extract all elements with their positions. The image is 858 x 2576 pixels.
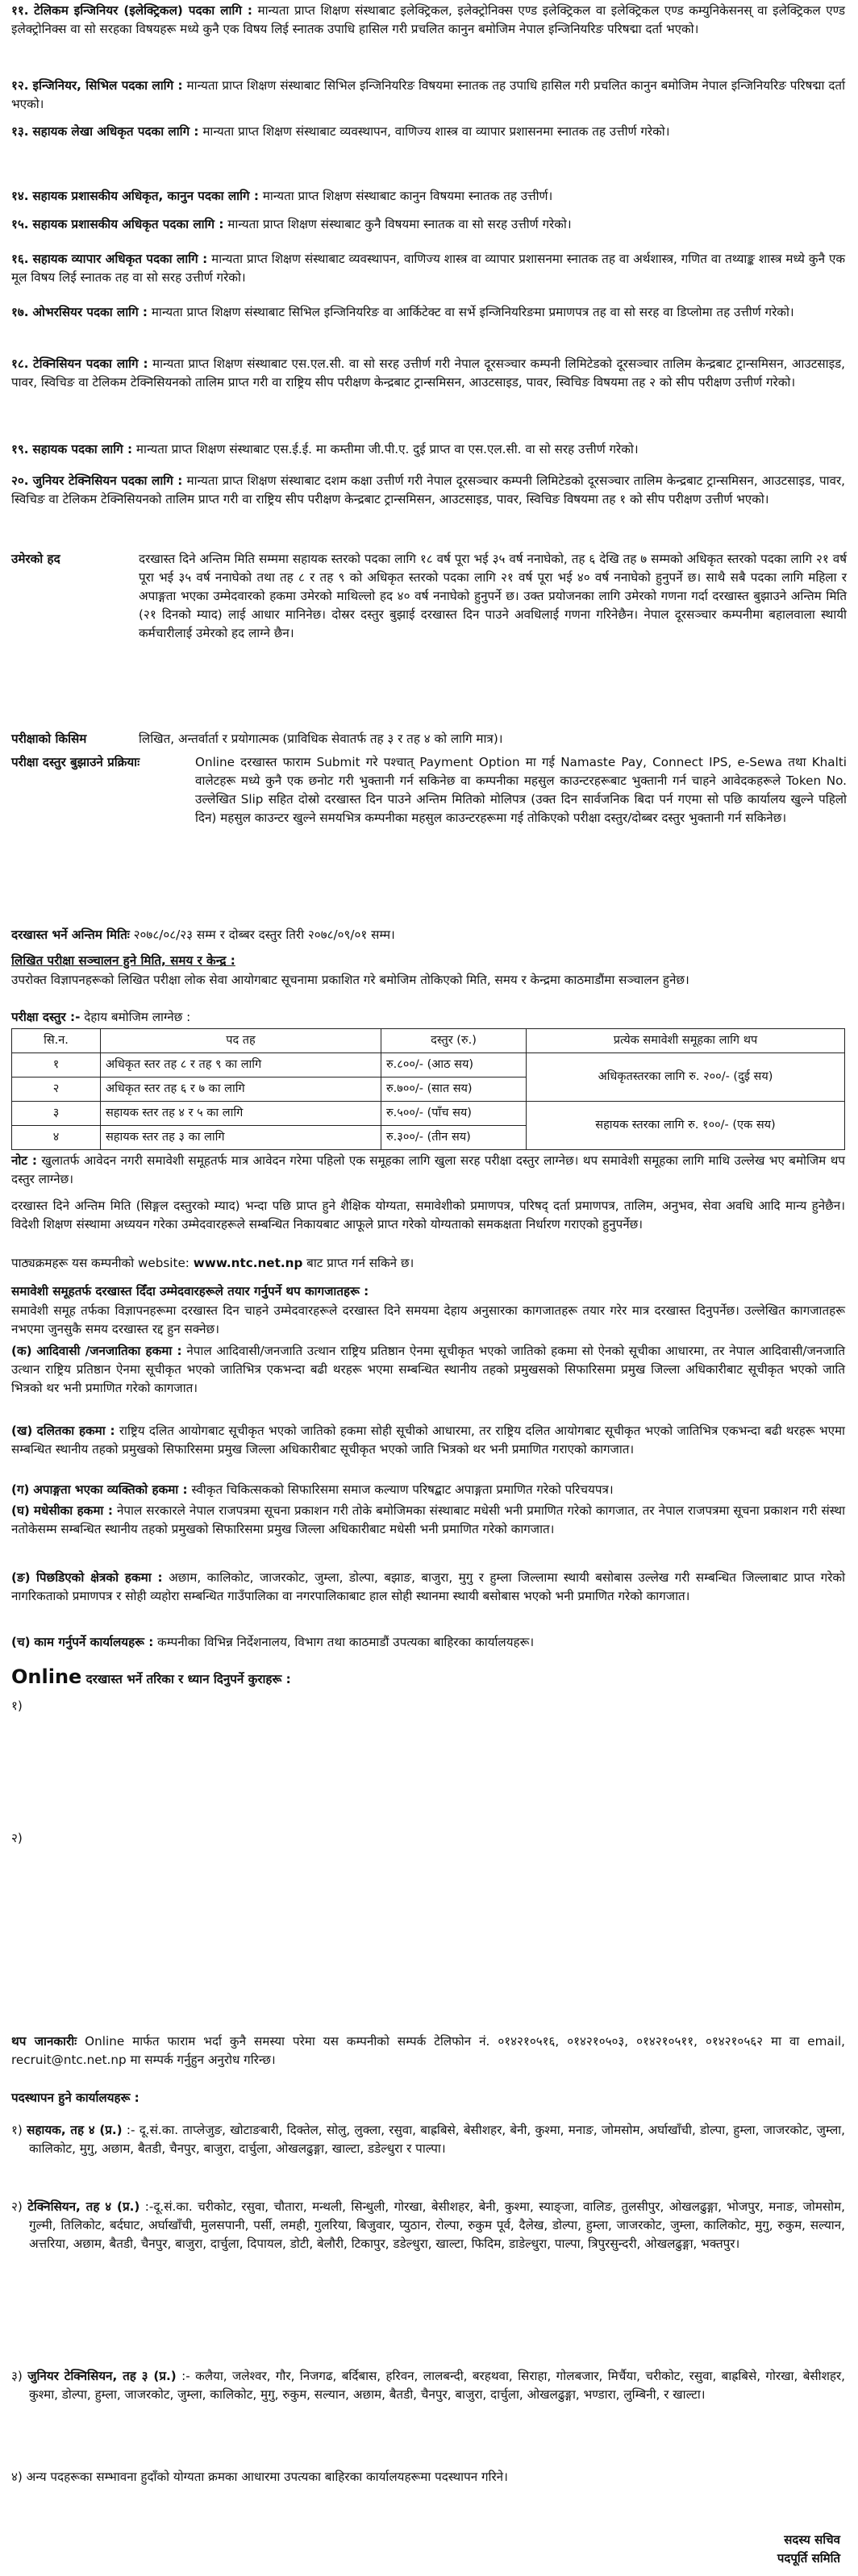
item-number: २०. (11, 473, 29, 488)
qualification-text: मान्यता प्राप्त शिक्षण संस्थाबाट कुनै विषयमा स्नातक वा सो सरह उत्तीर्ण गरेको। (227, 217, 572, 231)
written-exam-heading: लिखित परीक्षा सञ्चालन हुने मिति, समय र केन्द्र : (11, 953, 235, 968)
qualification-text: मान्यता प्राप्त शिक्षण संस्थाबाट एस.ई.ई. मा कम्तीमा जी.पी.ए. दुई प्राप्त वा एस.एल.सी. वा सो सरह उत्तीर्ण गरेको। (135, 442, 639, 456)
written-exam-text: उपरोक्त विज्ञापनहरूको लिखित परीक्षा लोक सेवा आयोगबाट सूचनामा प्रकाशित गरे बमोजिम तोकिएको मिति, समय र केन्द्रमा काठमाडौंमा सञ्चालन हुनेछ। (11, 973, 689, 987)
online-heading-np: दरखास्त भर्ने तरिका र ध्यान दिनुपर्ने कुराहरू : (81, 1672, 291, 1686)
cell-sn: २ (12, 1078, 101, 1102)
deadline-row (11, 926, 845, 944)
signature-committee: पदपूर्ति समिति (777, 2551, 840, 2566)
qualification-11 (11, 2, 845, 39)
website-link[interactable]: www.ntc.net.np (193, 1256, 303, 1270)
posting-heading: पदस्थापन हुने कार्यालयहरू : (11, 2090, 140, 2105)
item-number: १) (11, 1699, 23, 1713)
further-label: थप जानकारीः (11, 2034, 77, 2049)
online-heading (11, 1665, 845, 1689)
item-title: आदिवासी /जनजातिका हकमा : (36, 1344, 182, 1358)
syllabus-text-end: बाट प्राप्त गर्न सकिने छ। (302, 1256, 414, 1270)
deadline-label: दरखास्त भर्ने अन्तिम मितिः (11, 927, 130, 942)
fee-heading-rest: देहाय बमोजिम लाग्नेछ : (80, 1010, 191, 1024)
qualification-19 (11, 440, 845, 459)
exam-type-text: लिखित, अन्तर्वार्ता र प्रयोगात्मक (प्राविधिक सेवातर्फ तह ३ र तह ४ को लागि मात्र)। (139, 732, 503, 746)
age-limit-row (11, 550, 847, 643)
signature-title: सदस्य सचिव (784, 2532, 840, 2547)
item-title: पिछडिएको क्षेत्रको हकमा : (36, 1570, 163, 1585)
signature-block (777, 2531, 840, 2568)
post-title: सहायक प्रशासकीय अधिकृत, कानुन पदका लागि : (32, 189, 259, 203)
qualification-text: मान्यता प्राप्त शिक्षण संस्थाबाट सिभिल इन्जिनियरिङ वा आर्किटेक्ट वा सर्भे इन्जिनियरिङमा प्रमाणपत्र तह वा सो सरह वा डिप्लोमा तह उत्तीर्ण गरेको। (151, 305, 794, 319)
syllabus-text: पाठ्यक्रमहरू यस कम्पनीको website: (11, 1256, 194, 1270)
item-text: अन्य पदहरूका सम्भावना हुदाँको योग्यता क्रमका आधारमा उपत्यका बाहिरका कार्यालयहरूमा पदस्थापन गरिने। (26, 2470, 508, 2484)
item-key: (क) (11, 1344, 32, 1358)
posting-item-3 (11, 2367, 845, 2404)
item-text: नेपाल आदिवासी/जनजाति उत्थान राष्ट्रिय प्रतिष्ठान ऐनमा सूचीकृत भएको जातिको हकमा सो ऐनको सूचीका आधारमा, तर नेपाल आदिवासी/जनजाति उत्थान राष्ट्रिय प्रतिष्ठान ऐनमा सूचीकृत भएको जातिभित्र एकभन्दा बढी थरहरू भएमा सम्बन्धित स्थानीय तहको प्रमुखसको सिफारिसमा प्रमुख जिल्ला अधिकारीबाट सूचीकृत भएको जाति भित्रको थर भनी प्रमाणित गरेको कागजात। (11, 1344, 846, 1395)
qualification-text: मान्यता प्राप्त शिक्षण संस्थाबाट कानुन विषयमा स्नातक तह उत्तीर्ण। (262, 189, 553, 203)
posting-item-4 (11, 2468, 845, 2486)
item-number: १२. (11, 78, 29, 93)
qualification-text: मान्यता प्राप्त शिक्षण संस्थाबाट इलेक्ट्रिकल, इलेक्ट्रोनिक्स एण्ड इलेक्ट्रिकल वा इलेक्ट्रिकल एण्ड कम्युनिकेसनस् वा इलेक्ट्रिकल एण्ड इलेक्ट्रोनिक्स वा सो सरहका विषयहरू मध्ये कुनै एक विषय लिई स्नातक उपाधि हासिल गरी प्रचलित कानुन बमोजिम नेपाल इन्जिनियरिङ परिषद्मा दर्ता भएको। (11, 3, 845, 36)
online-item-1 (11, 1697, 845, 1715)
item-key: (च) (11, 1635, 31, 1649)
item-text: नेपाल सरकारले नेपाल राजपत्रमा सूचना प्रकाशन गरी तोके बमोजिमका संस्थाबाट मधेसी भनी प्रमाणित गरेको कागजात, तर नेपाल राजपत्रमा सूचना प्रकाशन गरी संस्था नतोकेसम्म सम्बन्धित स्थानीय तहको प्रमुखको सिफारिसमा प्रमुख जिल्ला अधिकारीबाट मधेसी भनी प्रमाणित गरेको कागजात। (11, 1503, 846, 1536)
cell-extra-assistant: सहायक स्तरका लागि रु. १००/- (एक सय) (527, 1102, 845, 1150)
online-item-2 (11, 1829, 845, 1848)
item-number: १९. (11, 442, 29, 456)
item-number: १७. (11, 305, 29, 319)
post-title: टेलिकम इन्जिनियर (इलेक्ट्रिकल) पदका लागि : (34, 3, 252, 18)
cell-post: सहायक स्तर तह ४ र ५ का लागि (101, 1102, 381, 1126)
fee-heading-label: परीक्षा दस्तुर :- (11, 1010, 81, 1024)
qualification-20 (11, 472, 845, 509)
item-number: ४) (11, 2470, 23, 2484)
fee-process-row (11, 753, 847, 827)
fee-process-text: Online दरखास्त फाराम Submit गरे पश्चात् Payment Option मा गई Namaste Pay, Connect IPS, e-Sewa तथा Khalti वालेटहरू मध्ये कुनै एक छनोट गरी भुक्तानी गर्न सकिनेछ वा कम्पनीका महसुल काउन्टरहरूबाट भुक्तानी गर्न चाहने आवेदकहरूले Token No. उल्लेखित Slip सहित दोस्रो दरखास्त दिन पाउने अन्तिम मितिको मोलिपत्र (उक्त दिन सार्वजनिक बिदा पर्न गएमा सो पछि कार्यालय खुल्ने पहिलो दिन) महसुल काउन्टर खुल्ने समयभित्र कम्पनीका महसुल काउन्टरहरूमा गई तोकिएको परीक्षा दस्तुर/दोब्बर दस्तुर भुक्तानी गर्न सकिनेछ। (195, 755, 847, 825)
item-text: अछाम, कालिकोट, जाजरकोट, जुम्ला, डोल्पा, बझाङ, बाजुरा, मुगु र हुम्ला जिल्लामा स्थायी बसोबास उल्लेख गरी सम्बन्धित जिल्लाबाट प्राप्त गरेको नागरिकताको प्रमाणपत्र र सोही व्यहोरा सम्बन्धित गाउँपालिका वा नगरपालिकाबाट हाल सोही स्थानमा स्थायी बसोबास भएको भनी प्रमाणित गरेको कागजात। (11, 1570, 846, 1603)
posting-item-2 (11, 2198, 845, 2253)
item-title: टेक्निसियन, तह ४ (प्र.) (27, 2199, 140, 2214)
item-key: (ख) (11, 1423, 33, 1438)
item-title: दलितका हकमा : (36, 1423, 115, 1438)
syllabus-paragraph (11, 1254, 845, 1273)
further-text: Online मार्फत फाराम भर्दा कुनै समस्या परेमा यस कम्पनीको सम्पर्क टेलिफोन नं. ०१४२१०५१६, ०१४२१०५०३, ०१४२१०५११, ०१४२१०५६२ मा वा email, recruit@ntc.net.np मा सम्पर्क गर्नुहुन अनुरोध गरिन्छ। (11, 2034, 846, 2067)
fee-process-label: परीक्षा दस्तुर बुझाउने प्रक्रियाः (11, 755, 140, 769)
further-info (11, 2032, 845, 2070)
qualification-17 (11, 303, 845, 322)
col-header-post: पद तह (101, 1029, 381, 1053)
inclusive-item-c (11, 1481, 845, 1499)
col-header-sn: सि.न. (12, 1029, 101, 1053)
item-number: २) (11, 1831, 23, 1845)
qualification-text: मान्यता प्राप्त शिक्षण संस्थाबाट दशम कक्षा उत्तीर्ण गरी नेपाल दूरसञ्चार कम्पनी लिमिटेडको दूरसञ्चार तालिम केन्द्रबाट ट्रान्समिसन, आउटसाइड, पावर, स्विचिङ वा टेलिकम टेक्निसियनको तालिम प्राप्त गरी वा राष्ट्रिय सीप परीक्षण केन्द्रबाट ट्रान्समिसन, आउटसाइड, पावर, स्विचिङ विषयमा तह १ को सीप परीक्षण उत्तीर्ण भएको। (11, 473, 846, 506)
qualification-text: मान्यता प्राप्त शिक्षण संस्थाबाट एस.एल.सी. वा सो सरह उत्तीर्ण गरी नेपाल दूरसञ्चार कम्पनी लिमिटेडको दूरसञ्चार तालिम केन्द्रबाट ट्रान्समिसन, आउटसाइड, पावर, स्विचिङ वा टेलिकम टेक्निसियनको तालिम प्राप्त गरी वा राष्ट्रिय सीप परीक्षण केन्द्रबाट ट्रान्समिसन, आउटसाइड, पावर, स्विचिङ विषयमा तह २ को सीप परीक्षण उत्तीर्ण गरेको। (11, 356, 845, 390)
cell-extra-officer: अधिकृतस्तरका लागि रु. २००/- (दुई सय) (527, 1053, 845, 1102)
item-number: १३. (11, 124, 29, 139)
post-title: टेक्निसियन पदका लागि : (33, 356, 148, 371)
item-text: राष्ट्रिय दलित आयोगबाट सूचीकृत भएको जातिको हकमा सोही सूचीको आधारमा, तर राष्ट्रिय दलित आयोगबाट सूचीकृत भएको जातिभित्र एकभन्दा बढी थरहरू भएमा सम्बन्धित स्थानीय तहको प्रमुखको सिफारिसमा प्रमुख जिल्ला अधिकारीबाट सूचीकृत भएको जाति भित्रको थर भनी प्रमाणित गराएको कागजात। (11, 1423, 845, 1457)
cell-sn: ४ (12, 1126, 101, 1150)
inclusive-item-d (11, 1502, 845, 1539)
item-number: ११. (11, 3, 29, 18)
item-key: (घ) (11, 1503, 30, 1518)
table-row (12, 1102, 845, 1126)
note (11, 1152, 845, 1189)
item-title: अपाङ्गता भएका व्यक्तिको हकमा : (33, 1482, 188, 1497)
exam-type-row (11, 730, 847, 748)
post-title: सहायक व्यापार अधिकृत पदका लागि : (32, 252, 208, 266)
posting-item-1 (11, 2121, 845, 2158)
post-title: इन्जिनियर, सिभिल पदका लागि : (32, 78, 183, 93)
age-text: दरखास्त दिने अन्तिम मिति सम्ममा सहायक स्तरको पदका लागि १८ वर्ष पूरा भई ३५ वर्ष ननाघेको, तह ६ देखि तह ७ सम्मको अधिकृत स्तरको पदका लागि २१ वर्ष पूरा भई ३५ वर्ष ननाघेको तथा तह ८ र तह ९ को अधिकृत स्तरको पदका लागि २१ वर्ष पूरा भई ४० वर्ष ननाघेको हुनुपर्ने छ। साथै सबै पदका लागि महिला र अपाङ्गता भएका उम्मेदवारको हकमा उमेरको माथिल्लो हद ४० वर्ष ननाघेको हुनुपर्ने छ। उक्त प्रयोजनका लागि उमेरको गणना गर्दा दरखास्त बुझाउने अन्तिम मिति (२१ दिनको म्याद) लाई आधार मानिनेछ। दोस्रर दस्तुर बुझाई दरखास्त दिन पाउने अवधिलाई गणना गरिनेछैन। नेपाल दूरसञ्चार कम्पनीमा बहालवाला स्थायी कर्मचारीलाई उमेरको हद लाग्ने छैन। (139, 552, 847, 640)
qualification-14 (11, 187, 845, 206)
cell-fee: रु.७००/- (सात सय) (381, 1078, 527, 1102)
qualification-18 (11, 355, 845, 392)
item-number: १८. (11, 356, 29, 371)
post-title: ओभरसियर पदका लागि : (32, 305, 148, 319)
cell-fee: रु.३००/- (तीन सय) (381, 1126, 527, 1150)
age-label: उमेरको हद (11, 552, 60, 566)
item-number: १) (11, 2123, 23, 2137)
item-title: जुनियर टेक्निसियन, तह ३ (प्र.) (27, 2369, 177, 2383)
post-title: जुनियर टेक्निसियन पदका लागि : (32, 473, 183, 488)
cell-fee: रु.५००/- (पाँच सय) (381, 1102, 527, 1126)
col-header-extra: प्रत्येक समावेशी समूहका लागि थप (527, 1029, 845, 1053)
exam-type-label: परीक्षाको किसिम (11, 732, 87, 746)
cell-sn: १ (12, 1053, 101, 1078)
item-text: :- कलैया, जलेश्वर, गौर, निजगढ, बर्दिबास, हरिवन, लालबन्दी, बरहथवा, सिराहा, गोलबजार, मिर्चैया, चरीकोट, रसुवा, बाह्रबिसे, गोरखा, बेसीशहर, कुश्मा, डोल्पा, हुम्ला, जाजरकोट, जुम्ला, कालिकोट, मुगु, रुकुम, सल्यान, अछाम, बैतडी, चैनपुर, बाजुरा, दार्चुला, ओखलढुङ्गा, भण्डारा, लुम्बिनी, र खाल्टा। (29, 2369, 846, 2402)
qualification-15 (11, 215, 845, 234)
qualification-text: मान्यता प्राप्त शिक्षण संस्थाबाट व्यवस्थापन, वाणिज्य शास्त्र वा व्यापार प्रशासनमा स्नातक तह वा अर्थशास्त्र, गणित वा तथ्याङ्क शास्त्र मध्ये कुनै एक मूल विषय लिई स्नातक तह वा सो सरह उत्तीर्ण गरेको। (11, 252, 846, 285)
inclusive-intro: समावेशी समूह तर्फका विज्ञापनहरूमा दरखास्त दिन चाहने उम्मेदवारहरूले दरखास्त दिने समयमा देहाय अनुसारका कागजातहरू तयार गरेर मात्र दरखास्त दिनुपर्नेछ। उल्लेखित कागजातहरू नभएमा जुनसुकै समय दरखास्त रद्द हुन सक्नेछ। (11, 1303, 845, 1336)
item-key: (ग) (11, 1482, 30, 1497)
post-title: सहायक प्रशासकीय अधिकृत पदका लागि : (32, 217, 224, 231)
item-title: सहायक, तह ४ (प्र.) (27, 2123, 123, 2137)
item-number: १६. (11, 252, 29, 266)
cell-post: सहायक स्तर तह ३ का लागि (101, 1126, 381, 1150)
qualification-13 (11, 123, 845, 141)
item-title: मधेसीका हकमा : (33, 1503, 113, 1518)
qualification-text: मान्यता प्राप्त शिक्षण संस्थाबाट व्यवस्थापन, वाणिज्य शास्त्र वा व्यापार प्रशासनमा स्नातक तह उत्तीर्ण गरेको। (202, 124, 670, 139)
table-row (12, 1053, 845, 1078)
inclusive-item-b (11, 1422, 845, 1459)
inclusive-item-f (11, 1633, 845, 1652)
item-text: कम्पनीका विभिन्न निर्देशनालय, विभाग तथा काठमाडौं उपत्यका बाहिरका कार्यालयहरू। (157, 1635, 535, 1649)
validity-paragraph: दरखास्त दिने अन्तिम मिति (सिङ्गल दस्तुरको म्याद) भन्दा पछि प्राप्त हुने शैक्षिक योग्यता, समावेशीको प्रमाणपत्र, परिषद् दर्ता प्रमाणपत्र, तालिम, अनुभव, सेवा अवधि आदि मान्य हुनेछैन। विदेशी शिक्षण संस्थामा अध्ययन गरेका उम्मेदवारहरूले सम्बन्धित निकायबाट आफूले प्राप्त गरेको योग्यताको समकक्षता निर्धारण गराएको हुनुपर्नेछ। (11, 1198, 845, 1232)
fee-table (11, 1028, 845, 1150)
item-title: काम गर्नुपर्ने कार्यालयहरू : (34, 1635, 154, 1649)
cell-sn: ३ (12, 1102, 101, 1126)
deadline-text: २०७८/०८/२३ सम्म र दोब्बर दस्तुर तिरी २०७८/०९/०१ सम्म। (133, 927, 395, 942)
qualification-text: मान्यता प्राप्त शिक्षण संस्थाबाट सिभिल इन्जिनियरिङ विषयमा स्नातक तह उपाधि हासिल गरी प्रचलित कानुन बमोजिम नेपाल इन्जिनियरिङ परिषद्मा दर्ता भएको। (11, 78, 846, 111)
qualification-16 (11, 250, 845, 287)
note-label: नोट : (11, 1153, 37, 1168)
qualification-12 (11, 77, 845, 114)
cell-post: अधिकृत स्तर तह ८ र तह ९ का लागि (101, 1053, 381, 1078)
online-heading-en: Online (11, 1665, 82, 1688)
item-text: :- दू.सं.का. ताप्लेजुङ, खोटाङबारी, दिक्तेल, सोलु, लुक्ला, रसुवा, बाह्रबिसे, बेसीशहर, बेनी, कुश्मा, मनाङ, जोमसोम, अर्घाखाँची, डोल्पा, हुम्ला, जाजरकोट, जुम्ला, कालिकोट, मुगु, अछाम, बैतडी, चैनपुर, बाजुरा, दार्चुला, ओखलढुङ्गा, खाल्टा, डडेल्धुरा र पाल्पा। (29, 2123, 845, 2156)
inclusive-item-e (11, 1569, 845, 1606)
item-number: २) (11, 2199, 23, 2214)
inclusive-heading: समावेशी समूहतर्फ दरखास्त दिँदा उम्मेदवारहरूले तयार गर्नुपर्ने थप कागजातहरू : (11, 1284, 369, 1298)
item-text: स्वीकृत चिकित्सकको सिफारिसमा समाज कल्याण परिषद्बाट अपाङ्गता प्रमाणित गरेको परिचयपत्र। (191, 1482, 614, 1497)
item-number: ३) (11, 2369, 23, 2383)
cell-post: अधिकृत स्तर तह ६ र ७ का लागि (101, 1078, 381, 1102)
post-title: सहायक पदका लागि : (32, 442, 133, 456)
col-header-fee: दस्तुर (रु.) (381, 1029, 527, 1053)
item-number: १५. (11, 217, 29, 231)
inclusive-item-a (11, 1342, 845, 1398)
note-text: खुलातर्फ आवेदन नगरी समावेशी समूहतर्फ मात्र आवेदन गरेमा पहिलो एक समूहका लागि खुला सरह परीक्षा दस्तुर लाग्नेछ। थप समावेशी समूहका लागि माथि उल्लेख भए बमोजिम थप दस्तुर लाग्नेछ। (11, 1153, 845, 1186)
post-title: सहायक लेखा अधिकृत पदका लागि : (32, 124, 199, 139)
fee-heading (11, 1008, 845, 1027)
item-text: :-दू.सं.का. चरीकोट, रसुवा, चौतारा, मन्थली, सिन्धुली, गोरखा, बेसीशहर, बेनी, कुश्मा, स्याङ्जा, वालिङ, तुलसीपुर, ओखलढुङ्गा, भोजपुर, मनाङ, जोमसोम, गुल्मी, तिलिकोट, बर्दघाट, अर्घाखाँची, मुलसपानी, पर्सी, लमही, गुलरिया, बिजुवार, प्युठान, रोल्पा, रुकुम पूर्व, दैलेख, डोल्पा, हुम्ला, जाजरकोट, जुम्ला, कालिकोट, मुगु, रुकुम, सल्यान, अत्तरिया, अछाम, बैतडी, चैनपुर, बाजुरा, दार्चुला, दिपायल, डोटी, बेलौरी, टिकापुर, डडेल्धुरा, खाल्टा, फिदिम, डाडेल्धुरा, पाल्पा, त्रिपुरसुन्दरी, ओखलढुङ्गा, भक्तपुर। (29, 2199, 846, 2251)
item-key: (ङ) (11, 1570, 31, 1585)
fee-table-header (12, 1029, 845, 1053)
item-number: १४. (11, 189, 29, 203)
cell-fee: रु.८००/- (आठ सय) (381, 1053, 527, 1078)
